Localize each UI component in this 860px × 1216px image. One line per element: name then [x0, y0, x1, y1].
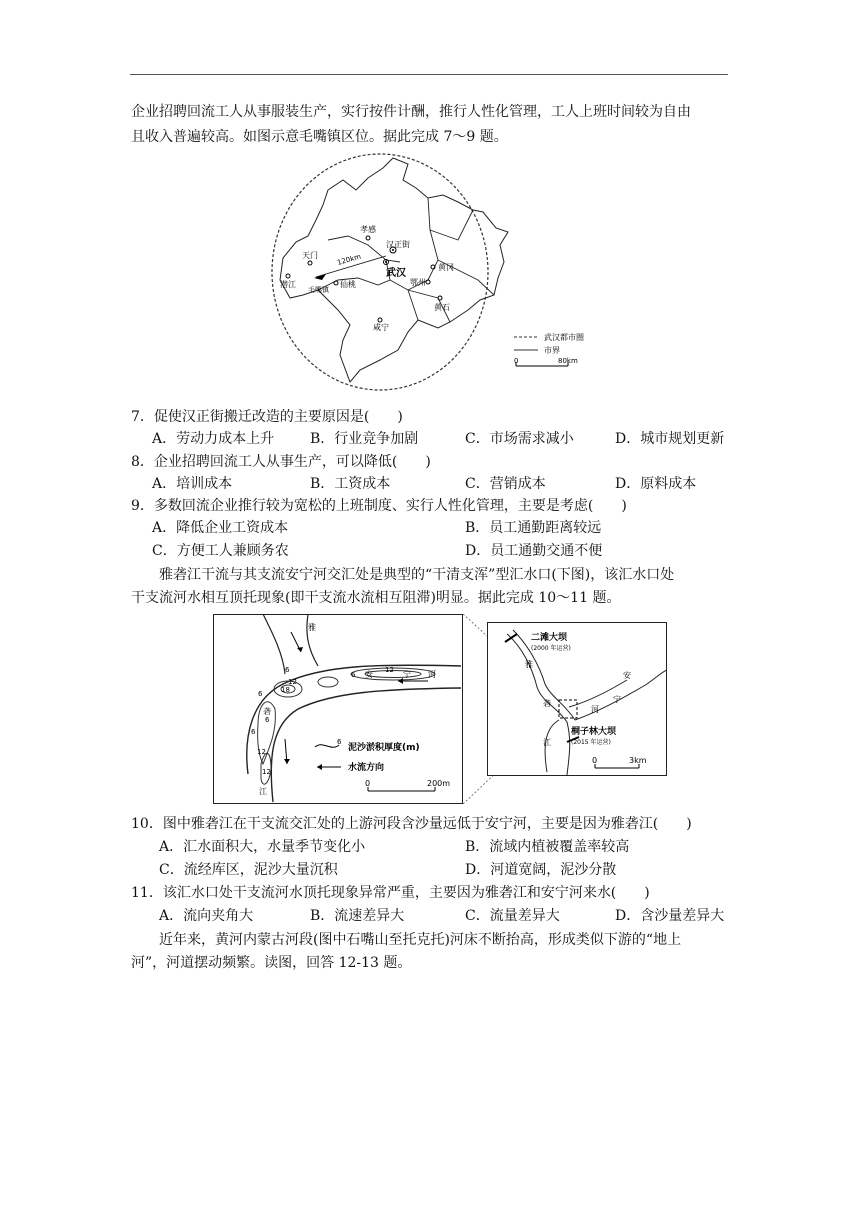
map1-label-qianjiang: 潜江	[280, 280, 296, 289]
map2-contour: 12	[257, 748, 266, 756]
map1-label-xiantao: 仙桃	[340, 280, 356, 289]
q7-option-d[interactable]: D．城市规划更新	[615, 431, 725, 447]
map2-contour: 12	[262, 768, 271, 776]
passage3-line1: 近年来，黄河内蒙古河段(图中石嘴山至托克托)河床不断抬高，形成类似下游的“地上	[159, 932, 682, 948]
map3-dam1: 二滩大坝	[531, 633, 568, 643]
map2-river-jiang: 江	[259, 787, 267, 796]
passage2-line1: 雅砻江干流与其支流安宁河交汇处是典型的“干清支浑”型汇水口(下图)，该汇水口处	[159, 567, 675, 583]
map2-scale-end: 200m	[427, 779, 451, 788]
map1-label-hanzhengjie: 汉正街	[386, 240, 410, 249]
map2-anning-an: 安	[365, 670, 373, 679]
maozui-location-map	[268, 150, 598, 404]
map2-river-ya: 雅	[308, 623, 316, 632]
map1-label-maozui: 毛嘴镇	[308, 286, 329, 294]
map3-scale-zero: 0	[592, 756, 598, 765]
q8-stem: 8．企业招聘回流工人从事生产，可以降低( )	[131, 454, 431, 470]
q8-option-c[interactable]: C．营销成本	[465, 476, 546, 492]
map1-label-xianning: 咸宁	[373, 323, 389, 332]
q7-option-c[interactable]: C．市场需求减小	[465, 431, 574, 447]
q11-option-a[interactable]: A．流向夹角大	[159, 908, 254, 924]
passage1-line2: 且收入普遍较高。如图示意毛嘴镇区位。据此完成 7～9 题。	[131, 129, 508, 145]
q10-option-c[interactable]: C．流经库区，泥沙大量沉积	[159, 862, 338, 878]
q7-option-b[interactable]: B．行业竞争加剧	[310, 431, 419, 447]
q11-option-c[interactable]: C．流量差异大	[465, 908, 560, 924]
map1-legend-metro: 武汉都市圈	[544, 333, 584, 342]
map3-dam1-year: (2000 年运营)	[531, 645, 571, 652]
map3-an: 安	[623, 671, 631, 680]
map2-legend-flow: 水流方向	[348, 763, 385, 773]
map2-contour: 6	[285, 666, 290, 674]
map2-river-long: 砻	[263, 707, 271, 716]
map3-scale-end: 3km	[629, 756, 647, 765]
map3-he: 河	[591, 705, 599, 714]
passage1-line1: 企业招聘回流工人从事服装生产，实行按件计酬，推行人性化管理，工人上班时间较为自由	[131, 104, 691, 120]
map1-label-tianmen: 天门	[302, 251, 318, 260]
map3-dam2-year: (2015 年运营)	[571, 739, 611, 746]
map2-contour: 12	[288, 678, 297, 686]
map2-contour: 18	[281, 686, 290, 694]
q9-option-c[interactable]: C．方便工人兼顾务农	[152, 543, 289, 559]
q10-option-a[interactable]: A．汇水面积大，水量季节变化小	[159, 839, 366, 855]
map2-contour: 6	[265, 716, 270, 724]
passage2-line2: 干支流河水相互顶托现象(即干支流水流相互阻滞)明显。据此完成 10～11 题。	[131, 590, 621, 606]
map2-legend-contour: 泥沙淤积厚度(m)	[348, 743, 420, 753]
q11-option-b[interactable]: B．流速差异大	[310, 908, 405, 924]
map2-anning-ning: 宁	[403, 670, 411, 679]
q8-option-b[interactable]: B．工资成本	[310, 476, 391, 492]
map1-label-huangshi: 黄石	[434, 303, 450, 312]
map2-legend-contour-value: 6	[337, 738, 342, 746]
map3-ning: 宁	[613, 695, 621, 704]
map3-ya: 雅	[525, 660, 533, 669]
q7-stem: 7．促使汉正街搬迁改造的主要原因是( )	[131, 409, 403, 425]
map3-dam2: 桐子林大坝	[571, 727, 617, 737]
map1-scale-zero: 0	[514, 357, 519, 365]
map2-contour: 6	[251, 728, 256, 736]
regional-dam-map	[487, 622, 667, 776]
q10-stem: 10．图中雅砻江在干支流交汇处的上游河段含沙量远低于安宁河，主要是因为雅砻江( )	[131, 816, 692, 832]
map1-label-wuhan: 武汉	[386, 268, 406, 279]
q8-option-d[interactable]: D．原料成本	[615, 476, 697, 492]
map2-contour: 6	[351, 671, 356, 679]
map2-anning-he: 河	[428, 670, 436, 679]
q9-stem: 9．多数回流企业推行较为宽松的上班制度、实行人性化管理，主要是考虑( )	[131, 498, 627, 514]
map1-legend-boundary: 市界	[544, 346, 560, 355]
q10-option-d[interactable]: D．河道宽阔，泥沙分散	[465, 862, 617, 878]
q8-option-a[interactable]: A．培训成本	[152, 476, 233, 492]
q11-option-d[interactable]: D．含沙量差异大	[615, 908, 725, 924]
confluence-sediment-map	[213, 614, 463, 804]
header-rule	[130, 74, 728, 75]
map2-contour: 6	[258, 690, 263, 698]
map1-label-distance: 120km	[336, 252, 362, 267]
q10-option-b[interactable]: B．流域内植被覆盖率较高	[465, 839, 630, 855]
q11-stem: 11．该汇水口处干支流河水顶托现象异常严重，主要因为雅砻江和安宁河来水( )	[131, 885, 650, 901]
map2-scale-zero: 0	[365, 779, 371, 788]
map1-label-xiaogan: 孝感	[360, 225, 376, 234]
q7-option-a[interactable]: A．劳动力成本上升	[152, 431, 275, 447]
map1-label-huanggang: 黄冈	[438, 263, 454, 272]
q9-option-a[interactable]: A．降低企业工资成本	[152, 520, 289, 536]
q9-option-d[interactable]: D．员工通勤交通不便	[465, 543, 603, 559]
passage3-line2: 河”，河道摆动频繁。读图，回答 12-13 题。	[131, 955, 412, 971]
q9-option-b[interactable]: B．员工通勤距离较远	[465, 520, 602, 536]
map3-jiang: 江	[543, 738, 551, 747]
map1-scale-end: 80km	[558, 357, 578, 365]
map3-long: 砻	[543, 699, 551, 708]
map1-label-ezhou: 鄂州	[410, 278, 426, 287]
map2-contour: 12	[385, 666, 394, 674]
